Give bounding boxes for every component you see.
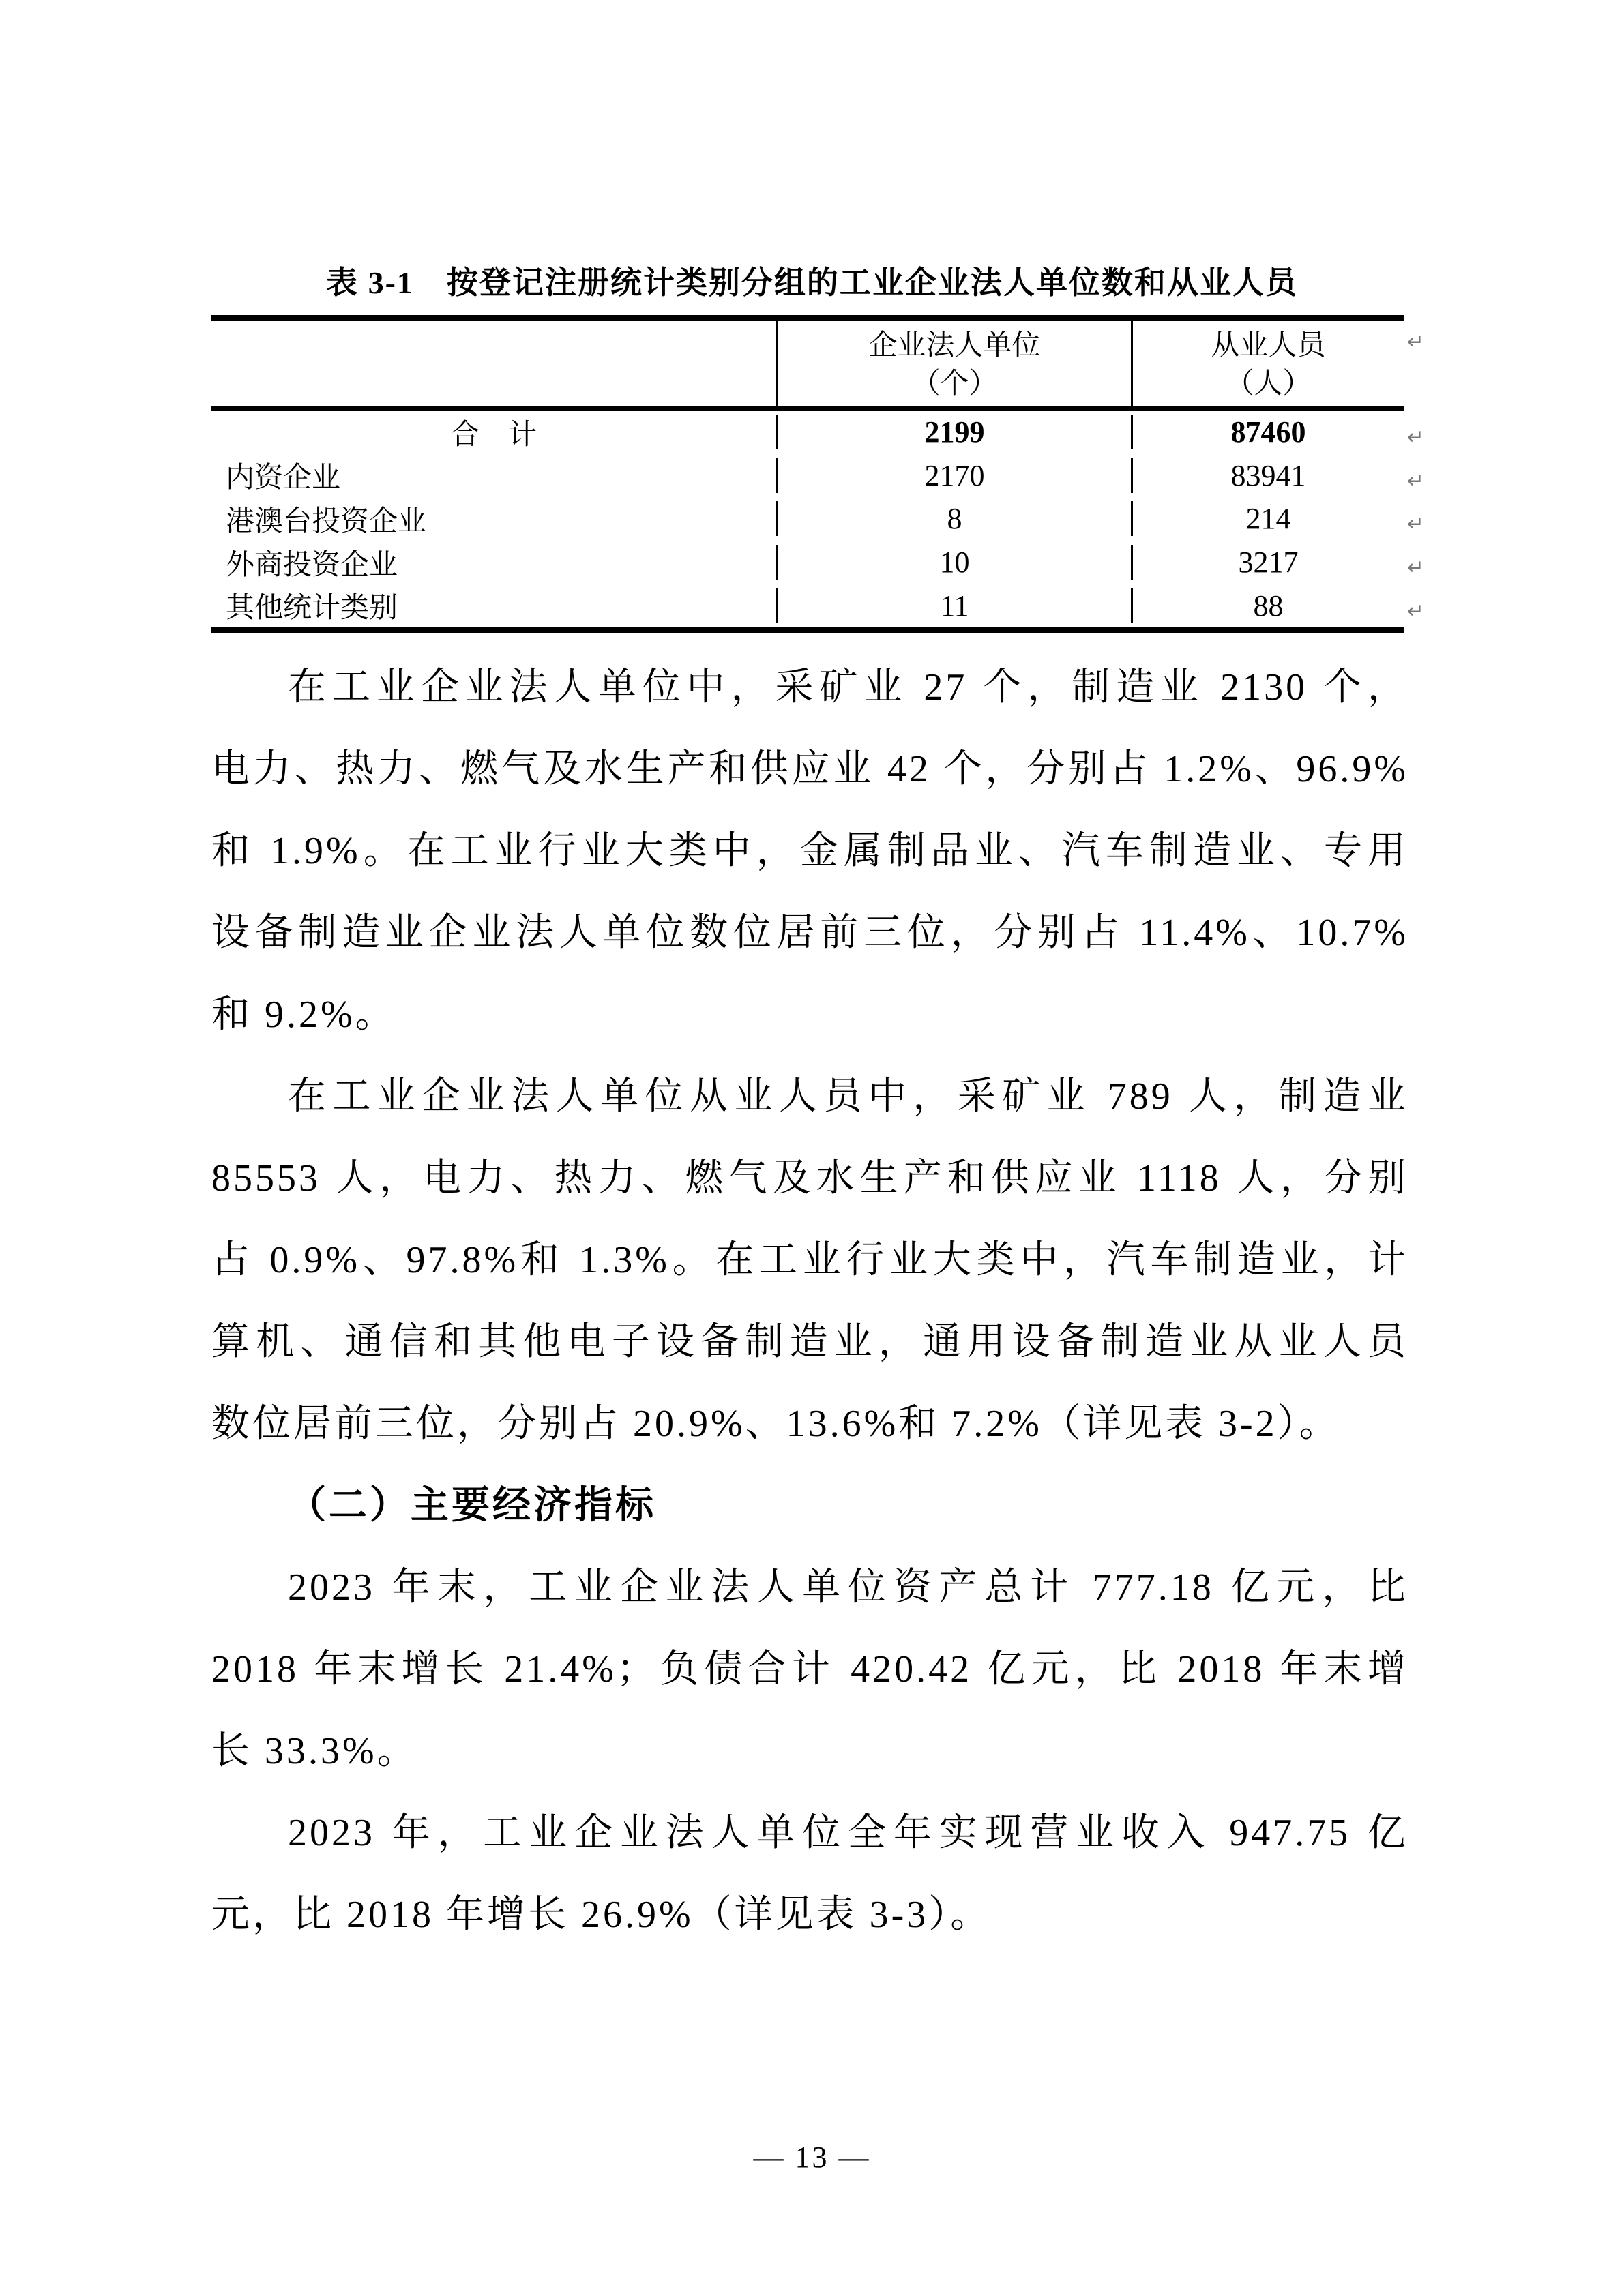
- row-legal-units-value: 2199: [776, 415, 1133, 449]
- paragraph2-line5: 数位居前三位，分别占 20.9%、13.6%和 7.2%（详见表 3-2）。: [211, 1403, 1340, 1445]
- paragraph2-line2: 85553 人，电力、热力、燃气及水生产和供应业 1118 人，分别: [211, 1157, 1408, 1199]
- body-text: [211, 646, 1408, 1956]
- section-heading: （二）主要经济指标: [288, 1485, 656, 1527]
- table-row-total: [211, 411, 1404, 454]
- paragraph-return-icon: ↵: [1407, 599, 1425, 623]
- stat-table: [211, 315, 1425, 633]
- header-legal-units-title: 企业法人单位: [868, 330, 1041, 361]
- row-label: 合 计: [450, 419, 537, 451]
- paragraph2-line1: 在工业企业法人单位从业人员中，采矿业 789 人，制造业: [288, 1075, 1408, 1118]
- row-employees-value: 88: [1253, 588, 1284, 623]
- paragraph1-line2: 电力、热力、燃气及水生产和供应业 42 个，分别占 1.2%、96.9%: [211, 748, 1408, 790]
- row-label: 港澳台投资企业: [226, 505, 427, 537]
- page-number: — 13 —: [753, 2141, 871, 2174]
- header-employees-title: 从业人员: [1211, 330, 1326, 361]
- header-cell-employees: [1133, 321, 1404, 406]
- row-label: 其他统计类别: [226, 593, 398, 625]
- header-legal-units-unit: （个）: [911, 368, 998, 400]
- row-employees-value: 83941: [1230, 458, 1306, 492]
- paragraph3-line2: 2018 年末增长 21.4%；负债合计 420.42 亿元，比 2018 年末增: [211, 1648, 1408, 1690]
- paragraph-return-icon: ↵: [1407, 556, 1425, 580]
- header-cell-legal-units: [776, 321, 1133, 406]
- row-legal-units-value: 2170: [776, 458, 1133, 493]
- paragraph-return-icon: ↵: [1407, 469, 1425, 493]
- row-employees-value: 214: [1245, 502, 1291, 536]
- header-cell-category: [211, 321, 776, 406]
- paragraph-return-icon: ↵: [1407, 512, 1425, 536]
- table-row-domestic: [211, 454, 1404, 498]
- paragraph-return-icon: ↵: [1407, 426, 1425, 449]
- table-header-row: [211, 321, 1404, 411]
- paragraph3-line3: 长 33.3%。: [211, 1730, 418, 1772]
- row-legal-units-value: 8: [776, 501, 1133, 536]
- row-label: 内资企业: [226, 462, 341, 494]
- table-row-hk-macao-taiwan: [211, 497, 1404, 541]
- paragraph4-line1: 2023 年，工业企业法人单位全年实现营业收入 947.75 亿: [288, 1812, 1408, 1854]
- paragraph1-line1: 在工业企业法人单位中，采矿业 27 个，制造业 2130 个，: [288, 666, 1408, 709]
- paragraph1-line3: 和 1.9%。在工业行业大类中，金属制品业、汽车制造业、专用: [211, 830, 1408, 872]
- row-employees-value: 87460: [1230, 415, 1306, 449]
- paragraph-return-icon: ↵: [1407, 330, 1425, 354]
- paragraph2-line4: 算机、通信和其他电子设备制造业，通用设备制造业从业人员: [211, 1321, 1408, 1363]
- paragraph2-line3: 占 0.9%、97.8%和 1.3%。在工业行业大类中，汽车制造业，计: [211, 1239, 1408, 1281]
- table-row-foreign: [211, 541, 1404, 584]
- row-label: 外商投资企业: [226, 549, 398, 581]
- row-legal-units-value: 10: [776, 545, 1133, 580]
- paragraph4-line2: 元，比 2018 年增长 26.9%（详见表 3-3）。: [211, 1894, 992, 1936]
- stat-table-inner: [211, 321, 1425, 627]
- paragraph3-line1: 2023 年末，工业企业法人单位资产总计 777.18 亿元，比: [288, 1566, 1408, 1609]
- row-legal-units-value: 11: [776, 588, 1133, 623]
- header-employees-unit: （人）: [1225, 368, 1312, 400]
- row-employees-value: 3217: [1238, 546, 1299, 580]
- table-row-other: [211, 584, 1404, 627]
- paragraph1-line5: 和 9.2%。: [211, 994, 396, 1036]
- paragraph1-line4: 设备制造业企业法人单位数位居前三位，分别占 11.4%、10.7%: [211, 912, 1408, 954]
- table-title: 表 3-1 按登记注册统计类别分组的工业企业法人单位数和从业人员: [326, 265, 1298, 300]
